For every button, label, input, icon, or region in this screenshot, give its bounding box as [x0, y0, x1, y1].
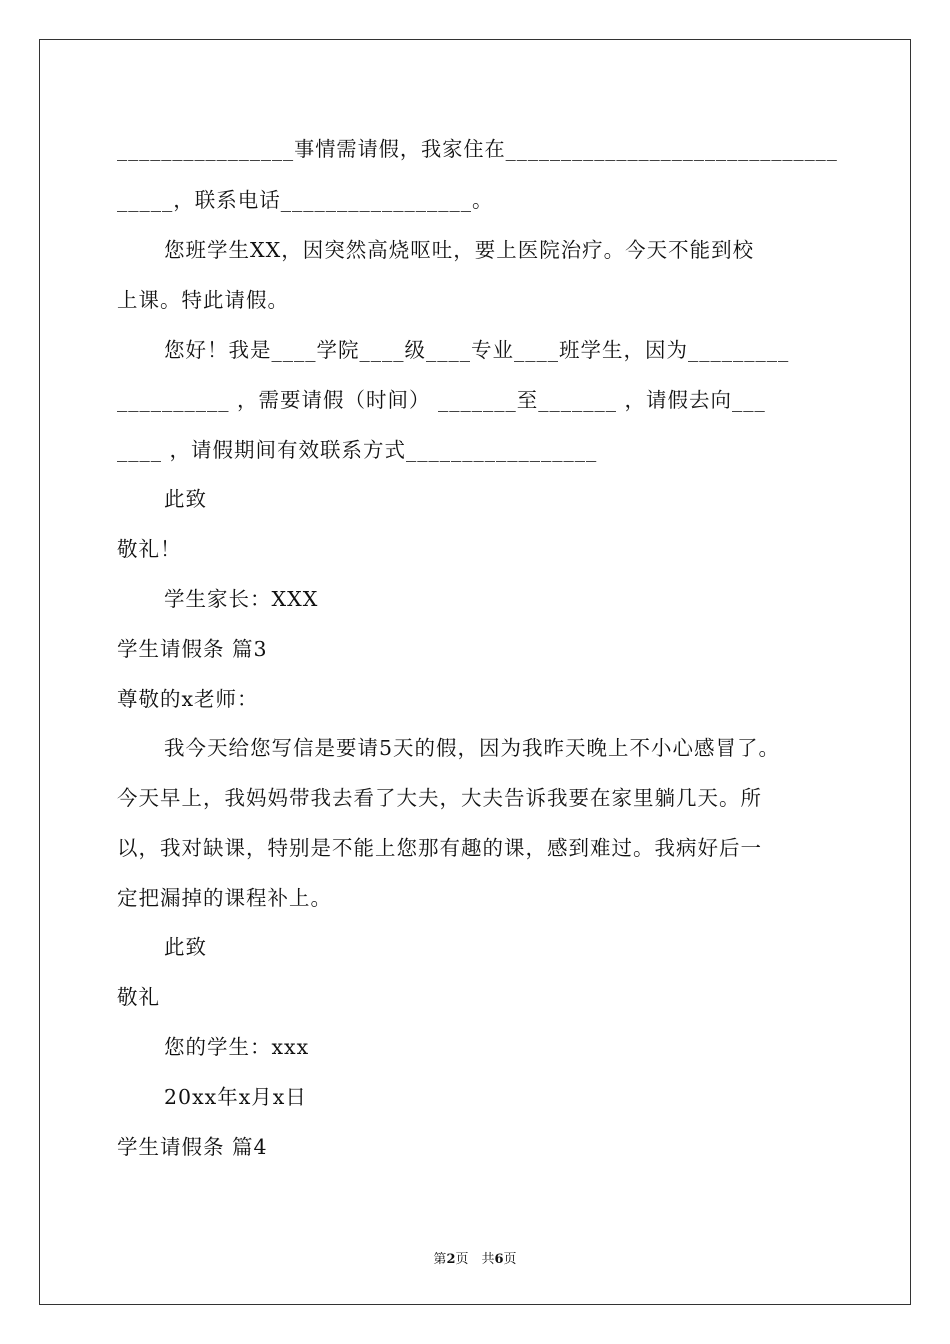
text-line: 今天早上，我妈妈带我去看了大夫，大夫告诉我要在家里躺几天。所: [117, 786, 762, 810]
text-line: 此致: [164, 487, 207, 511]
page-number: 2: [446, 1252, 456, 1267]
page-total: 6: [494, 1252, 504, 1267]
footer-prefix: 第: [433, 1252, 447, 1267]
page-border: [39, 39, 911, 1305]
salutation: 尊敬的x老师：: [117, 687, 259, 711]
section-heading: 学生请假条 篇4: [117, 1135, 268, 1159]
text-line: 上课。特此请假。: [117, 288, 289, 312]
text-line: ____ ，请假期间有效联系方式_________________: [117, 438, 598, 462]
footer-mid: 页 共: [455, 1252, 495, 1267]
text-line: 敬礼！: [117, 537, 182, 561]
signature-line: 您的学生：xxx: [164, 1035, 310, 1059]
text-line: 您好！我是____学院____级____专业____班学生，因为_________: [164, 338, 790, 362]
text-line: 此致: [164, 935, 207, 959]
text-line: _____，联系电话_________________。: [117, 188, 494, 212]
date-line: 20xx年x月x日: [164, 1085, 307, 1109]
footer-suffix: 页: [503, 1252, 517, 1267]
text-line: 学生家长：XXX: [164, 587, 319, 611]
text-line: 定把漏掉的课程补上。: [117, 886, 332, 910]
text-line: 您班学生XX，因突然高烧呕吐，要上医院治疗。今天不能到校: [164, 238, 755, 262]
text-line: 以，我对缺课，特别是不能上您那有趣的课，感到难过。我病好后一: [117, 836, 762, 860]
section-heading: 学生请假条 篇3: [117, 637, 268, 661]
text-line: 敬礼: [117, 985, 160, 1009]
text-line: __________ ，需要请假（时间） _______至_______ ，请假去向___: [117, 388, 766, 412]
text-line: ________________事情需请假，我家住在______________________________: [117, 137, 838, 161]
text-line: 我今天给您写信是要请5天的假，因为我昨天晚上不小心感冒了。: [164, 736, 781, 760]
page-footer: [0, 1248, 950, 1267]
